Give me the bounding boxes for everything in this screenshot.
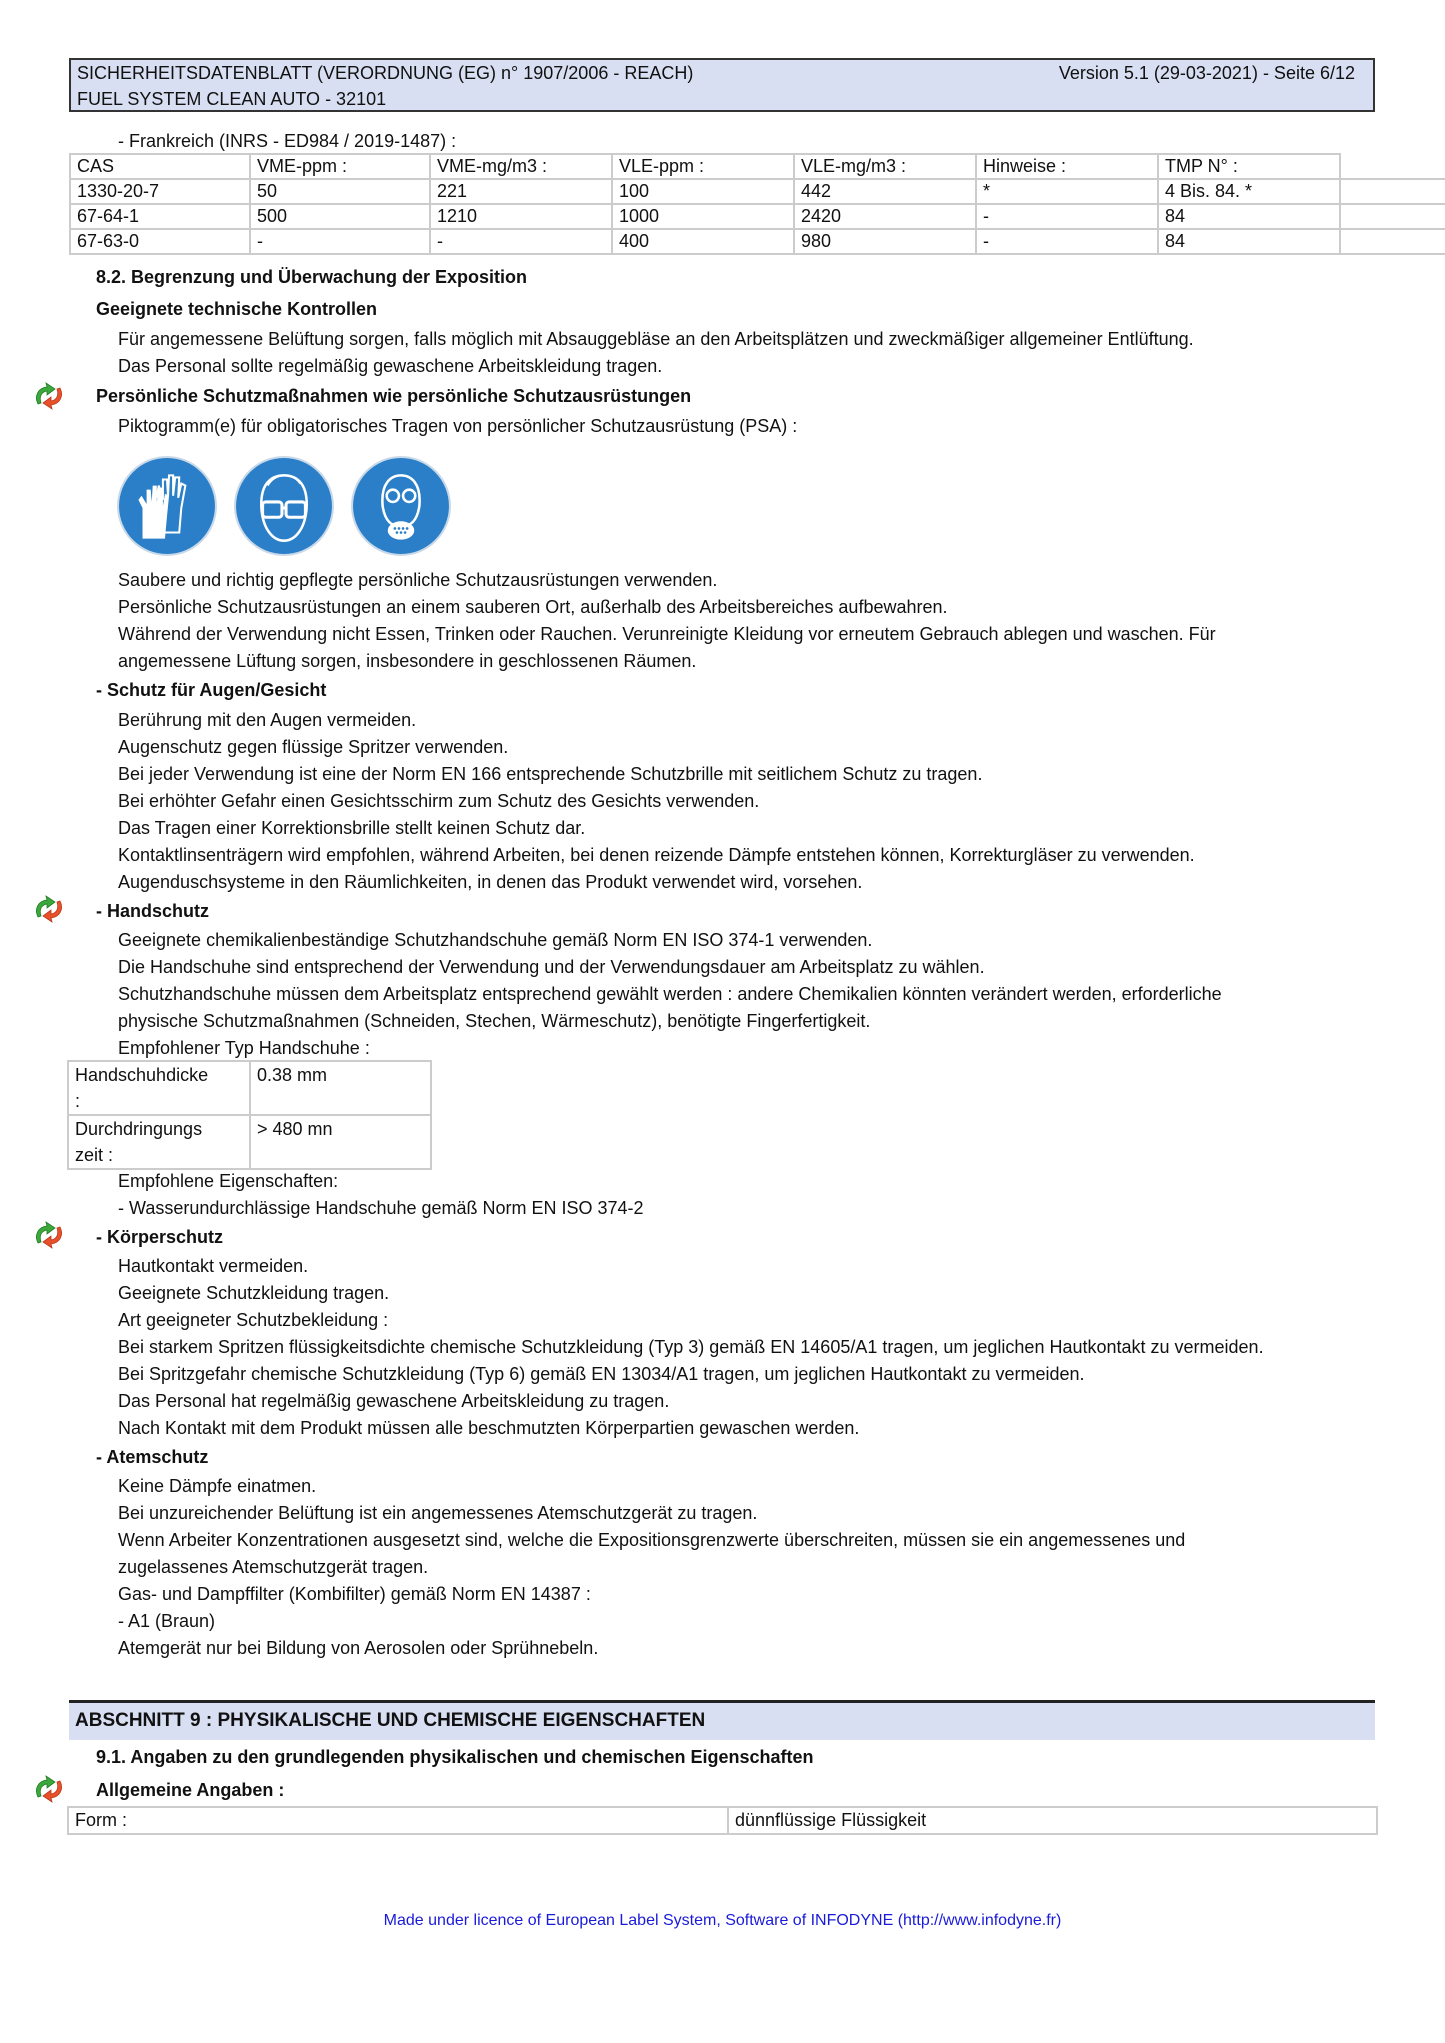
text-line: Das Tragen einer Korrektionsbrille stellt keinen Schutz dar.: [118, 818, 586, 838]
text-line: Atemgerät nur bei Bildung von Aerosolen oder Sprühnebeln.: [118, 1638, 599, 1658]
product-name: FUEL SYSTEM CLEAN AUTO - 32101: [77, 89, 387, 109]
col-header: VME-ppm :: [250, 154, 430, 179]
label-line: Durchdringungs: [75, 1119, 203, 1139]
section-8-2-heading: 8.2. Begrenzung und Überwachung der Exposition: [96, 267, 528, 287]
text-line: Geeignete Schutzkleidung tragen.: [118, 1283, 390, 1303]
personal-protection-heading: Persönliche Schutzmaßnahmen wie persönliche Schutzausrüstungen: [96, 386, 692, 406]
overflow-cell: [1340, 204, 1445, 229]
text-line: physische Schutzmaßnahmen (Schneiden, Stechen, Wärmeschutz), benötigte Fingerfertigkeit.: [118, 1011, 871, 1031]
cell: 50: [250, 179, 430, 204]
cell: 67-64-1: [70, 204, 250, 229]
body-protection-heading: - Körperschutz: [96, 1227, 224, 1247]
pictogram-caption: Piktogramm(e) für obligatorisches Tragen von persönlicher Schutzausrüstung (PSA) :: [118, 416, 798, 436]
overflow-cell: [1340, 179, 1445, 204]
overflow-cell: [1340, 229, 1445, 254]
col-header: Hinweise :: [976, 154, 1158, 179]
cell: *: [976, 179, 1158, 204]
goggles-icon: [233, 455, 335, 557]
cell: 500: [250, 204, 430, 229]
text-line: Berührung mit den Augen vermeiden.: [118, 710, 417, 730]
text-line: angemessene Lüftung sorgen, insbesondere in geschlossenen Räumen.: [118, 651, 697, 671]
text-line: Saubere und richtig gepflegte persönliche Schutzausrüstungen verwenden.: [118, 570, 718, 590]
update-icon: [32, 1773, 66, 1805]
respirator-icon: [350, 455, 452, 557]
hand-protection-heading: - Handschutz: [96, 901, 210, 921]
update-icon: [32, 380, 66, 412]
text-line: Keine Dämpfe einatmen.: [118, 1476, 317, 1496]
cell: 221: [430, 179, 612, 204]
col-header: CAS: [70, 154, 250, 179]
text-line: Hautkontakt vermeiden.: [118, 1256, 309, 1276]
text-line: Empfohlener Typ Handschuhe :: [118, 1038, 370, 1058]
document-title: SICHERHEITSDATENBLATT (VERORDNUNG (EG) n° 1907/2006 - REACH): [77, 63, 694, 83]
text-line: Das Personal sollte regelmäßig gewaschene Arbeitskleidung tragen.: [118, 356, 663, 376]
table-header-row: [70, 154, 1445, 179]
col-header: VME-mg/m3 :: [430, 154, 612, 179]
cell: -: [976, 204, 1158, 229]
text-line: Die Handschuhe sind entsprechend der Verwendung und der Verwendungsdauer am Arbeitsplatz zu wählen.: [118, 957, 985, 977]
text-line: Schutzhandschuhe müssen dem Arbeitsplatz entsprechend gewählt werden : andere Chemikalien könnten verändert werden, erforderliche: [118, 984, 1222, 1004]
general-info-heading: Allgemeine Angaben :: [96, 1780, 285, 1800]
label-line: :: [75, 1091, 81, 1111]
label-line: zeit :: [75, 1145, 114, 1165]
glove-table: [67, 1060, 432, 1170]
table-row: [70, 179, 1445, 204]
text-line: Während der Verwendung nicht Essen, Trinken oder Rauchen. Verunreinigte Kleidung vor erneutem Gebrauch ablegen und waschen. Für: [118, 624, 1216, 644]
overflow-cell: [1340, 154, 1445, 179]
section-9-1-heading: 9.1. Angaben zu den grundlegenden physikalischen und chemischen Eigenschaften: [96, 1747, 814, 1767]
col-header: TMP N° :: [1158, 154, 1340, 179]
text-line: Bei jeder Verwendung ist eine der Norm EN 166 entsprechende Schutzbrille mit seitlichem Schutz zu tragen.: [118, 764, 983, 784]
respiratory-protection-heading: - Atemschutz: [96, 1447, 209, 1467]
gloves-icon: [116, 455, 218, 557]
glove-label: [68, 1115, 250, 1169]
text-line: Für angemessene Belüftung sorgen, falls möglich mit Absauggebläse an den Arbeitsplätzen und zweckmäßiger allgemeiner Entlüftung.: [118, 329, 1194, 349]
eye-protection-heading: - Schutz für Augen/Gesicht: [96, 680, 327, 700]
text-line: Augenschutz gegen flüssige Spritzer verwenden.: [118, 737, 509, 757]
label-line: Handschuhdicke: [75, 1065, 209, 1085]
cell: -: [250, 229, 430, 254]
form-value: dünnflüssige Flüssigkeit: [728, 1807, 1377, 1834]
technical-controls-heading: Geeignete technische Kontrollen: [96, 299, 378, 319]
cell: 84: [1158, 204, 1340, 229]
document-header: [69, 58, 1375, 112]
general-info-table: [67, 1806, 1378, 1835]
form-label: Form :: [68, 1807, 728, 1834]
text-line: Bei unzureichender Belüftung ist ein angemessenes Atemschutzgerät zu tragen.: [118, 1503, 758, 1523]
text-line: Persönliche Schutzausrüstungen an einem sauberen Ort, außerhalb des Arbeitsbereiches aufbewahren.: [118, 597, 948, 617]
cell: 1210: [430, 204, 612, 229]
table-row: [68, 1115, 431, 1169]
text-line: Das Personal hat regelmäßig gewaschene Arbeitskleidung zu tragen.: [118, 1391, 670, 1411]
col-header: VLE-ppm :: [612, 154, 794, 179]
text-line: Nach Kontakt mit dem Produkt müssen alle beschmutzten Körperpartien gewaschen werden.: [118, 1418, 860, 1438]
cell: 67-63-0: [70, 229, 250, 254]
cell: -: [976, 229, 1158, 254]
cell: 100: [612, 179, 794, 204]
text-line: Bei erhöhter Gefahr einen Gesichtsschirm zum Schutz des Gesichts verwenden.: [118, 791, 760, 811]
text-line: - A1 (Braun): [118, 1611, 216, 1631]
cell: 84: [1158, 229, 1340, 254]
update-icon: [32, 1219, 66, 1251]
cell: 442: [794, 179, 976, 204]
glove-label: [68, 1061, 250, 1115]
cell: 2420: [794, 204, 976, 229]
text-line: Gas- und Dampffilter (Kombifilter) gemäß Norm EN 14387 :: [118, 1584, 591, 1604]
text-line: Augenduschsysteme in den Räumlichkeiten, in denen das Produkt verwendet wird, vorsehen.: [118, 872, 863, 892]
version-page: Version 5.1 (29-03-2021) - Seite 6/12: [1058, 63, 1355, 83]
table-row: [68, 1061, 431, 1115]
cell: -: [430, 229, 612, 254]
text-line: Bei starkem Spritzen flüssigkeitsdichte chemische Schutzkleidung (Typ 3) gemäß EN 14605/A1 tragen, um jeglichen Hautkontakt zu vermeiden.: [118, 1337, 1264, 1357]
col-header: VLE-mg/m3 :: [794, 154, 976, 179]
cell: 4 Bis. 84. *: [1158, 179, 1340, 204]
text-line: Kontaktlinsenträgern wird empfohlen, während Arbeiten, bei denen reizende Dämpfe entstehen können, Korrekturgläser zu verwenden.: [118, 845, 1195, 865]
cell: 1330-20-7: [70, 179, 250, 204]
update-icon: [32, 893, 66, 925]
section-9-title: ABSCHNITT 9 : PHYSIKALISCHE UND CHEMISCHE EIGENSCHAFTEN: [69, 1700, 1375, 1740]
text-line: Empfohlene Eigenschaften:: [118, 1171, 339, 1191]
text-line: Art geeigneter Schutzbekleidung :: [118, 1310, 389, 1330]
glove-value: > 480 mn: [250, 1115, 431, 1169]
text-line: Geeignete chemikalienbeständige Schutzhandschuhe gemäß Norm EN ISO 374-1 verwenden.: [118, 930, 873, 950]
france-limits-table: [69, 153, 1445, 255]
cell: 980: [794, 229, 976, 254]
table-row: [70, 229, 1445, 254]
glove-value: 0.38 mm: [250, 1061, 431, 1115]
cell: 1000: [612, 204, 794, 229]
text-line: Bei Spritzgefahr chemische Schutzkleidung (Typ 6) gemäß EN 13034/A1 tragen, um jeglichen Hautkontakt zu vermeiden.: [118, 1364, 1085, 1384]
france-limits-caption: - Frankreich (INRS - ED984 / 2019-1487) :: [118, 131, 457, 151]
cell: 400: [612, 229, 794, 254]
table-row: [70, 204, 1445, 229]
text-line: - Wasserundurchlässige Handschuhe gemäß Norm EN ISO 374-2: [118, 1198, 644, 1218]
text-line: Wenn Arbeiter Konzentrationen ausgesetzt sind, welche die Expositionsgrenzwerte überschreiten, müssen sie ein angemessenes und: [118, 1530, 1186, 1550]
footer-licence-link[interactable]: Made under licence of European Label System, Software of INFODYNE (http://www.infodyne.fr): [383, 1912, 1062, 1929]
text-line: zugelassenes Atemschutzgerät tragen.: [118, 1557, 429, 1577]
table-row: [68, 1807, 1377, 1834]
